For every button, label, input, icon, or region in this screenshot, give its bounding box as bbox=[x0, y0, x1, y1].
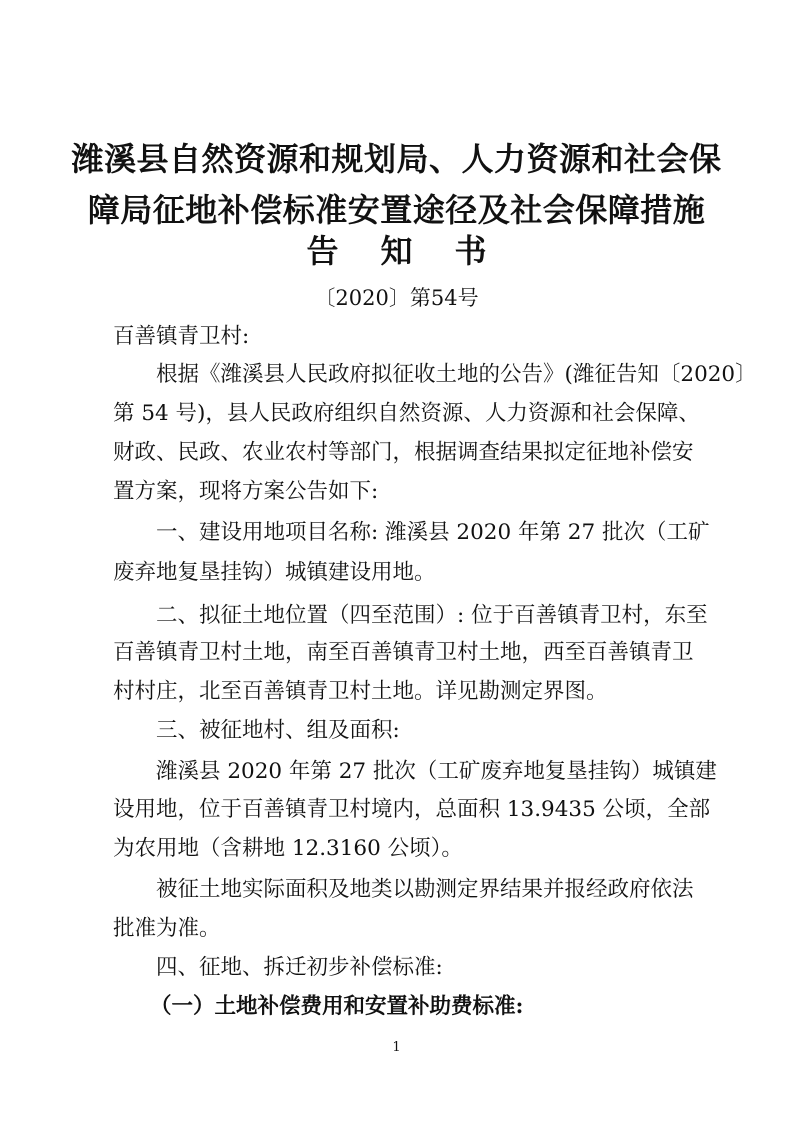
document-title-line-1: 潍溪县自然资源和规划局、人力资源和社会保 bbox=[71, 140, 722, 178]
section-heading: 三、被征地村、组及面积: bbox=[156, 718, 400, 743]
paragraph-line: 批准为准。 bbox=[113, 916, 221, 941]
document-number: 〔2020〕第54号 bbox=[314, 286, 479, 310]
paragraph-line: 村村庄，北至百善镇青卫村土地。详见勘测定界图。 bbox=[113, 679, 608, 704]
document-title-line-3: 告知书 bbox=[306, 232, 529, 270]
paragraph-line: 财政、民政、农业农村等部门，根据调查结果拟定征地补偿安 bbox=[113, 440, 694, 465]
paragraph-line: 潍溪县 2020 年第 27 批次（工矿废弃地复垦挂钩）城镇建 bbox=[156, 759, 717, 784]
paragraph-line: 一、建设用地项目名称: 潍溪县 2020 年第 27 批次（工矿 bbox=[156, 520, 710, 545]
paragraph-line: 二、拟征土地位置（四至范围）: 位于百善镇青卫村，东至 bbox=[156, 603, 708, 628]
paragraph-line: 设用地，位于百善镇青卫村境内，总面积 13.9435 公顷，全部 bbox=[113, 797, 711, 822]
recipient: 百善镇青卫村: bbox=[113, 324, 250, 349]
paragraph-line: 为农用地（含耕地 12.3160 公顷）。 bbox=[113, 836, 463, 861]
paragraph-line: 百善镇青卫村土地，南至百善镇青卫村土地，西至百善镇青卫 bbox=[113, 640, 694, 665]
paragraph-line: 根据《潍溪县人民政府拟征收土地的公告》(潍征告知〔2020〕 bbox=[156, 362, 757, 387]
section-heading: 四、征地、拆迁初步补偿标准: bbox=[156, 955, 443, 980]
subsection-heading: （一）土地补偿费用和安置补助费标准: bbox=[150, 994, 524, 1019]
paragraph-line: 置方案，现将方案公告如下: bbox=[113, 479, 379, 504]
paragraph-line: 被征土地实际面积及地类以勘测定界结果并报经政府依法 bbox=[156, 877, 694, 902]
document-title-line-2: 障局征地补偿标准安置途径及社会保障措施 bbox=[87, 191, 706, 229]
page-number: 1 bbox=[392, 1040, 401, 1055]
paragraph-line: 第 54 号)，县人民政府组织自然资源、人力资源和社会保障、 bbox=[113, 401, 700, 426]
paragraph-line: 废弃地复垦挂钩）城镇建设用地。 bbox=[113, 560, 436, 585]
